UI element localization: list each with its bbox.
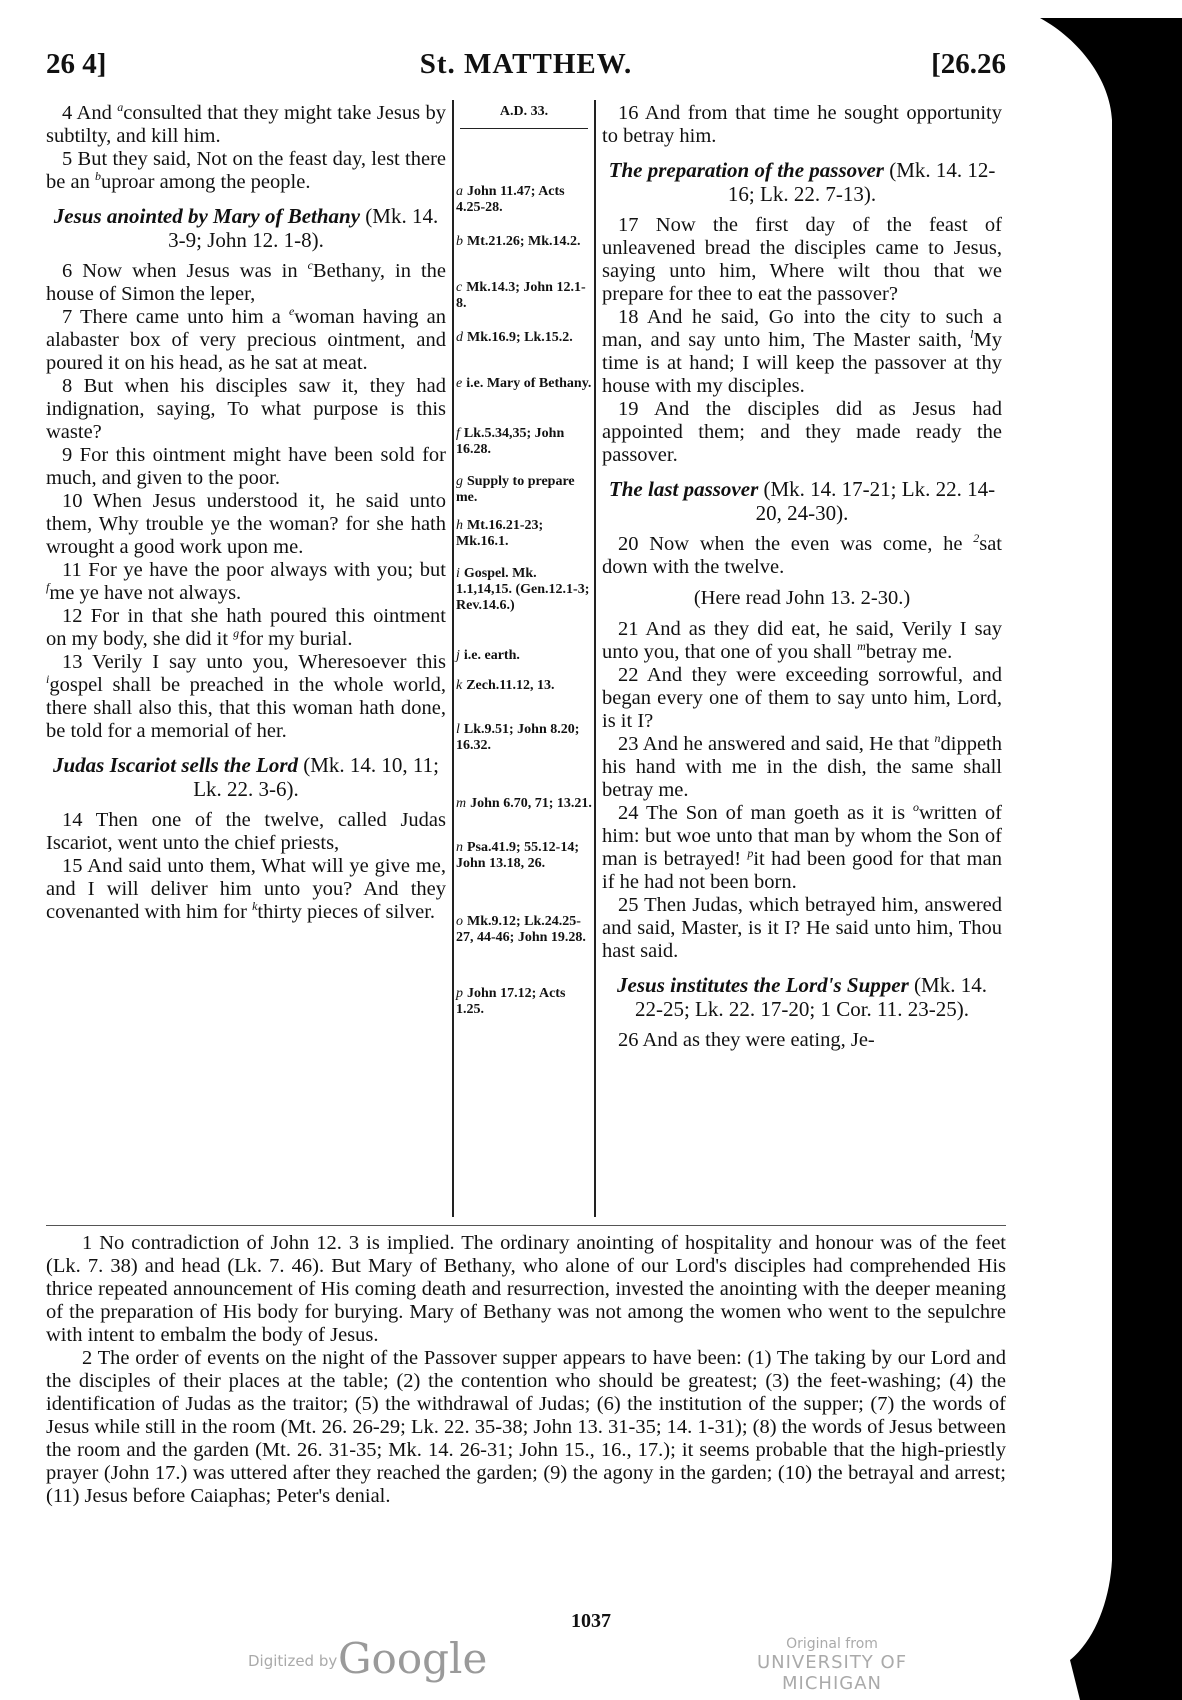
- verse-text: 10 When Jesus understood it, he said unto them, Why trouble ye the woman? for she hath wrought a good work upon me.: [46, 490, 446, 558]
- verse-text-cont: thirty pieces of silver.: [257, 901, 436, 923]
- verse: [602, 533, 1002, 579]
- section-heading-refs: (Mk. 14. 3-9; John 12. 1-8).: [168, 204, 439, 252]
- margin-reference-key: i: [456, 566, 460, 581]
- verse-text-cont: written of him: but woe unto that man by whom the Son of man is betrayed!: [602, 802, 1002, 870]
- section-heading-title: The preparation of the passover: [608, 158, 884, 182]
- margin-reference: [456, 234, 592, 250]
- margin-reference-key: a: [456, 184, 463, 199]
- section-heading-title: Judas Iscariot sells the Lord: [52, 753, 299, 777]
- verse-text: 23 And he answered and said, He that: [618, 733, 935, 755]
- verse: [46, 855, 446, 924]
- footnote: 2 The order of events on the night of the Passover supper appears to have been: (1) The taking by our Lord and the disciples of their places at the table; (2) the contention who should be greatest; (3) the feet-washing; (4) the identification of Judas as the traitor; (5) the withdrawal of Judas; (6) the institution of the supper; (7) the words of Jesus while still in the room (Mt. 26. 26-29; Lk. 22. 35-38; John 13. 31-35; 14. 1-31); (8) the words of Jesus between the room and the garden (Mt. 26. 31-35; Mk. 14. 26-31; John 15., 16., 17.); it seems probable that the high-priestly prayer (John 17.) was uttered after they reached the garden; (9) the agony in the garden; (10) the betrayal and arrest; (11) Jesus before Caiaphas; Peter's denial.: [46, 1347, 1006, 1507]
- margin-reference-key: m: [456, 796, 467, 811]
- verse-text: 21 And as they did eat, he said, Verily I say unto you, that one of you shall: [602, 618, 1002, 663]
- margin-reference-text: i.e. Mary of Bethany.: [466, 376, 592, 391]
- reference-marker: o: [912, 800, 919, 815]
- margin-reference-text: Mk.9.12; Lk.24.25-27, 44-46; John 19.28.: [456, 914, 586, 945]
- header-right: [26.26: [931, 48, 1006, 80]
- verse-text: 5 But they said, Not on the feast day, lest there be an: [46, 148, 446, 193]
- margin-reference: [456, 914, 592, 946]
- verse: [602, 306, 1002, 398]
- margin-reference: [456, 426, 592, 458]
- verse-text-cont: for my burial.: [239, 628, 353, 650]
- verse: [602, 664, 1002, 733]
- verse-text: 24 The Son of man goeth as it is: [618, 802, 913, 824]
- verse-text: 6 Now when Jesus was in: [62, 260, 308, 282]
- margin-reference-text: Lk.5.34,35; John 16.28.: [456, 426, 565, 457]
- section-heading: [602, 158, 1002, 206]
- verse: [602, 1029, 1002, 1052]
- margin-reference: [456, 840, 592, 872]
- reference-marker: n: [934, 731, 941, 746]
- verse-text-cont: My time is at hand; I will keep the passover at thy house with my disciples.: [602, 329, 1002, 397]
- verse: [46, 306, 446, 375]
- section-heading: [46, 753, 446, 801]
- margin-reference-text: i.e. earth.: [463, 648, 520, 663]
- verse-text: 22 And they were exceeding sorrowful, and began every one of them to say unto him, Lord, is it I?: [602, 664, 1002, 732]
- margin-reference-key: o: [456, 914, 463, 929]
- margin-reference-key: l: [456, 722, 460, 737]
- university-label: UNIVERSITY OF MICHIGAN: [756, 1652, 908, 1694]
- verse-text: 19 And the disciples did as Jesus had appointed them; and they made ready the passover.: [602, 398, 1002, 466]
- verse-text: 13 Verily I say unto you, Wheresoever this: [62, 651, 446, 673]
- column-divider-left: [452, 100, 454, 1217]
- verse-text-cont: sat down with the twelve.: [602, 533, 1002, 578]
- reference-marker: a: [117, 100, 124, 115]
- date-rule: [460, 128, 588, 129]
- reference-marker: p: [747, 846, 754, 861]
- margin-reference-text: Psa.41.9; 55.12-14; John 13.18, 26.: [456, 840, 579, 871]
- margin-reference-key: g: [456, 474, 463, 489]
- marginal-references-column: [456, 104, 592, 1017]
- margin-reference-text: Gospel. Mk. 1.1,14,15. (Gen.12.1-3; Rev.14.6.): [456, 566, 590, 613]
- running-header: [46, 48, 1006, 88]
- margin-reference-key: k: [456, 678, 463, 693]
- right-text-column: [602, 102, 1002, 1052]
- verse-text: 7 There came unto him a: [62, 306, 289, 328]
- section-heading: [46, 204, 446, 252]
- reference-marker: e: [288, 304, 295, 319]
- left-text-column: [46, 102, 446, 924]
- margin-reference-text: Supply to prepare me.: [456, 474, 575, 505]
- verse-text-cont: uproar among the people.: [100, 171, 311, 193]
- section-heading-title: The last passover: [608, 477, 759, 501]
- verse: [602, 398, 1002, 467]
- verse-text: 16 And from that time he sought opportunity to betray him.: [602, 102, 1002, 147]
- verse-text: 25 Then Judas, which betrayed him, answered and said, Master, is it I? He said unto him, Thou hast said.: [602, 894, 1002, 962]
- header-title: St. MATTHEW.: [419, 48, 633, 80]
- section-heading-title: Jesus institutes the Lord's Supper: [617, 973, 909, 997]
- reference-marker: l: [970, 327, 974, 342]
- margin-reference-text: Mk.16.9; Lk.15.2.: [467, 330, 573, 345]
- verse-text: 4 And: [62, 102, 118, 124]
- reference-marker: f: [46, 580, 50, 595]
- section-heading-refs: (Mk. 14. 22-25; Lk. 22. 17-20; 1 Cor. 11. 23-25).: [634, 973, 987, 1021]
- verse-text: 18 And he said, Go into the city to such a man, and say unto him, The Master saith,: [602, 306, 1002, 351]
- column-divider-right: [594, 100, 596, 1217]
- margin-reference-key: c: [456, 280, 463, 295]
- margin-reference-key: p: [456, 986, 463, 1001]
- verse-text: 20 Now when the even was come, he: [618, 533, 974, 555]
- verse-text: 9 For this ointment might have been sold for much, and given to the poor.: [46, 444, 446, 489]
- verse-text: 8 But when his disciples saw it, they had indignation, saying, To what purpose is this waste?: [46, 375, 446, 443]
- margin-reference-text: John 17.12; Acts 1.25.: [456, 986, 566, 1017]
- verse: [602, 618, 1002, 664]
- verse: [602, 802, 1002, 894]
- margin-reference: [456, 678, 592, 694]
- section-heading-title: Jesus anointed by Mary of Bethany: [53, 204, 361, 228]
- verse: [46, 260, 446, 306]
- section-heading-refs: (Mk. 14. 17-21; Lk. 22. 14-20, 24-30).: [755, 477, 996, 525]
- section-heading: [602, 477, 1002, 525]
- reference-marker: b: [94, 169, 101, 184]
- margin-reference-key: h: [456, 518, 463, 533]
- verse-text-cont: betray me.: [865, 641, 953, 663]
- margin-reference-text: Zech.11.12, 13.: [466, 678, 555, 693]
- margin-reference: [456, 330, 592, 346]
- verse-text-cont: me ye have not always.: [49, 582, 242, 604]
- reference-marker: m: [857, 639, 866, 654]
- reference-marker: g: [233, 626, 240, 641]
- footnote: 1 No contradiction of John 12. 3 is implied. The ordinary anointing of hospitality and honour was of the feet (Lk. 7. 38) and head (Lk. 7. 46). But Mary of Bethany, who alone of our Lord's disciples had comprehended His thrice repeated announcement of His coming death and resurrection, invested the anointing with the deeper meaning of the preparation of His body for burying. Mary of Bethany was not among the women who went to the sepulchre with intent to embalm the body of Jesus.: [46, 1232, 1006, 1346]
- verse: [46, 444, 446, 490]
- library-credit: [712, 1636, 952, 1694]
- section-heading-refs: (Mk. 14. 10, 11; Lk. 22. 3-6).: [193, 753, 439, 801]
- verse: [602, 733, 1002, 802]
- margin-reference-text: Mt.16.21-23; Mk.16.1.: [456, 518, 544, 549]
- date-label: A.D. 33.: [499, 104, 549, 119]
- footnote-divider: [46, 1225, 1006, 1226]
- page-number: 1037: [571, 1610, 611, 1632]
- book-spine-shadow: [1040, 0, 1182, 1700]
- verse: [46, 490, 446, 559]
- verse-text-cont: it had been good for that man if he had not been born.: [602, 848, 1002, 893]
- margin-reference-key: f: [456, 426, 460, 441]
- verse-text: 12 For in that she hath poured this ointment on my body, she did it: [46, 605, 446, 650]
- margin-reference: [456, 648, 592, 664]
- margin-reference: [456, 184, 592, 216]
- google-logo: Google: [338, 1634, 488, 1683]
- header-left: 26 4]: [46, 48, 107, 80]
- verse: [46, 809, 446, 855]
- margin-reference-key: n: [456, 840, 463, 855]
- verse-text: 11 For ye have the poor always with you; but: [62, 559, 446, 581]
- margin-reference: [456, 566, 592, 614]
- verse-text-cont: consulted that they might take Jesus by subtilty, and kill him.: [46, 102, 446, 147]
- margin-reference: [456, 376, 592, 392]
- reference-marker: c: [307, 258, 313, 273]
- verse-text: 14 Then one of the twelve, called Judas Iscariot, went unto the chief priests,: [46, 809, 446, 854]
- reference-marker: 2: [973, 531, 980, 546]
- margin-reference-key: d: [456, 330, 463, 345]
- reference-marker: k: [252, 899, 258, 914]
- margin-reference-text: Mk.14.3; John 12.1-8.: [456, 280, 586, 311]
- verse-text: 26 And as they were eating, Je-: [618, 1029, 875, 1051]
- verse: [46, 148, 446, 194]
- verse-text-cont: dippeth his hand with me in the dish, the same shall betray me.: [602, 733, 1002, 801]
- verse: [602, 214, 1002, 306]
- verse-text-cont: woman having an alabaster box of very precious ointment, and poured it on his head, as he sat at meat.: [46, 306, 446, 374]
- margin-reference-key: e: [456, 376, 463, 391]
- verse-text-cont: Bethany, in the house of Simon the leper,: [46, 260, 446, 305]
- verse: [46, 605, 446, 651]
- margin-reference: [456, 986, 592, 1018]
- reading-note: (Here read John 13. 2-30.): [693, 587, 911, 609]
- margin-reference-text: Mt.21.26; Mk.14.2.: [467, 234, 581, 249]
- verse: [602, 894, 1002, 963]
- verse: [46, 651, 446, 743]
- margin-reference-text: John 6.70, 71; 13.21.: [470, 796, 592, 811]
- margin-reference: [456, 280, 592, 312]
- margin-reference: [456, 796, 592, 812]
- verse-text-cont: gospel shall be preached in the whole world, there shall also this, that this woman hath done, be told for a memorial of her.: [46, 674, 446, 742]
- margin-reference: [456, 474, 592, 506]
- original-from-label: Original from: [786, 1636, 878, 1652]
- digitized-by-label: Digitized by: [248, 1652, 338, 1670]
- margin-reference: [456, 518, 592, 550]
- verse: [602, 102, 1002, 148]
- verse: [46, 375, 446, 444]
- margin-reference-text: Lk.9.51; John 8.20; 16.32.: [456, 722, 580, 753]
- margin-reference: [456, 722, 592, 754]
- margin-reference-key: j: [456, 648, 460, 663]
- footnotes: [46, 1232, 1006, 1508]
- margin-reference-key: b: [456, 234, 463, 249]
- verse: [46, 559, 446, 605]
- verse-text: 15 And said unto them, What will ye give me, and I will deliver him unto you? And they covenanted with him for: [46, 855, 446, 923]
- reference-marker: i: [46, 672, 50, 687]
- section-heading-refs: (Mk. 14. 12-16; Lk. 22. 7-13).: [727, 158, 996, 206]
- verse: [46, 102, 446, 148]
- section-heading: [602, 973, 1002, 1021]
- verse-text: 17 Now the first day of the feast of unleavened bread the disciples came to Jesus, saying unto him, Where wilt thou that we prepare for thee to eat the passover?: [602, 214, 1002, 305]
- margin-reference-text: John 11.47; Acts 4.25-28.: [456, 184, 565, 215]
